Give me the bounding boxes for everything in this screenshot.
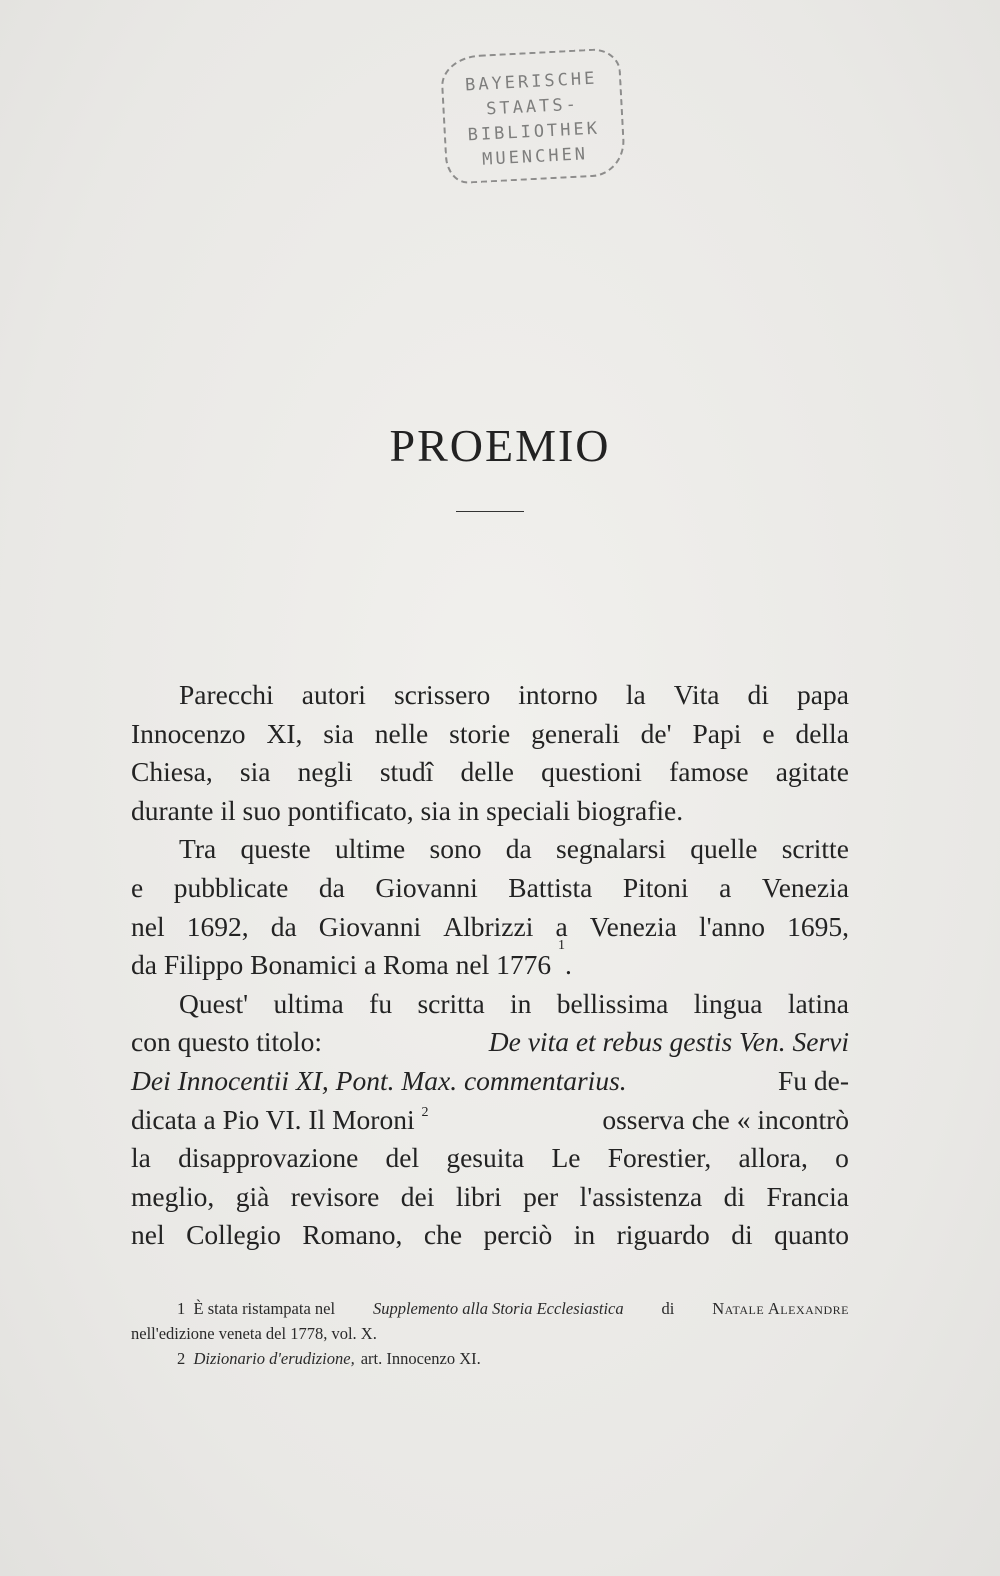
footnotes [131,1296,849,1371]
stamp-line-3: BIBLIOTHEK [467,118,601,146]
footnote-ref-1: 1 [557,938,565,954]
body-line: la disapprovazione del gesuita Le Forestier, allora, o [131,1142,849,1174]
body-line: Innocenzo XI, sia nelle storie generali de' Papi e della [131,717,849,749]
latin-title-part-1: De vita et rebus gestis Ven. Servi [488,1026,849,1058]
body-line: Tra queste ultime sono da segnalarsi quelle scritte [179,833,849,865]
footnote-1-cont: nell'edizione veneta del 1778, vol. X. [131,1324,377,1343]
body-line: nel Collegio Romano, che perciò in riguardo di quanto [131,1219,849,1251]
body-line: Quest' ultima fu scritta in bellissima lingua latina [179,987,849,1019]
footnote-ref-2: 2 [421,1104,429,1120]
stamp-line-2: STAATS- [485,94,580,120]
stamp-line-4: MUENCHEN [481,144,589,170]
library-stamp [440,47,626,184]
body-line: meglio, già revisore dei libri per l'assistenza di Francia [131,1180,849,1212]
body-line: Parecchi autori scrissero intorno la Vita di papa [179,679,849,710]
body-line: con questo titolo: De vita et rebus gestis Ven. Servi [131,1023,849,1062]
latin-title-part-2: Dei Innocentii XI, Pont. Max. commentarius. [131,1064,627,1096]
body-line: durante il suo pontificato, sia in speciali biografie. [131,794,684,826]
body-line: nel 1692, da Giovanni Albrizzi a Venezia l'anno 1695, [131,910,849,942]
footnote-1: 1 È stata ristampata nel Supplemento alla Storia Ecclesiastica di Natale Alexandre [177,1299,849,1318]
footnote-2: 2 Dizionario d'erudizione, art. Innocenzo XI. [177,1349,481,1368]
body-line: dicata a Pio VI. Il Moroni $^2$ osserva che « incontrò [131,1103,849,1135]
stamp-line-1: BAYERISCHE [464,68,598,96]
title-divider [456,511,524,512]
page-title: PROEMIO [389,420,611,471]
body-line: e pubblicate da Giovanni Battista Pitoni a Venezia [131,871,849,903]
body-line: da Filippo Bonamici a Roma nel 1776 1 . [131,946,849,985]
body-text [131,676,849,1255]
body-line: Dei Innocentii XI, Pont. Max. commentarius. Fu de- [131,1062,849,1101]
body-line: Chiesa, sia negli studî delle questioni famose agitate [131,756,849,788]
